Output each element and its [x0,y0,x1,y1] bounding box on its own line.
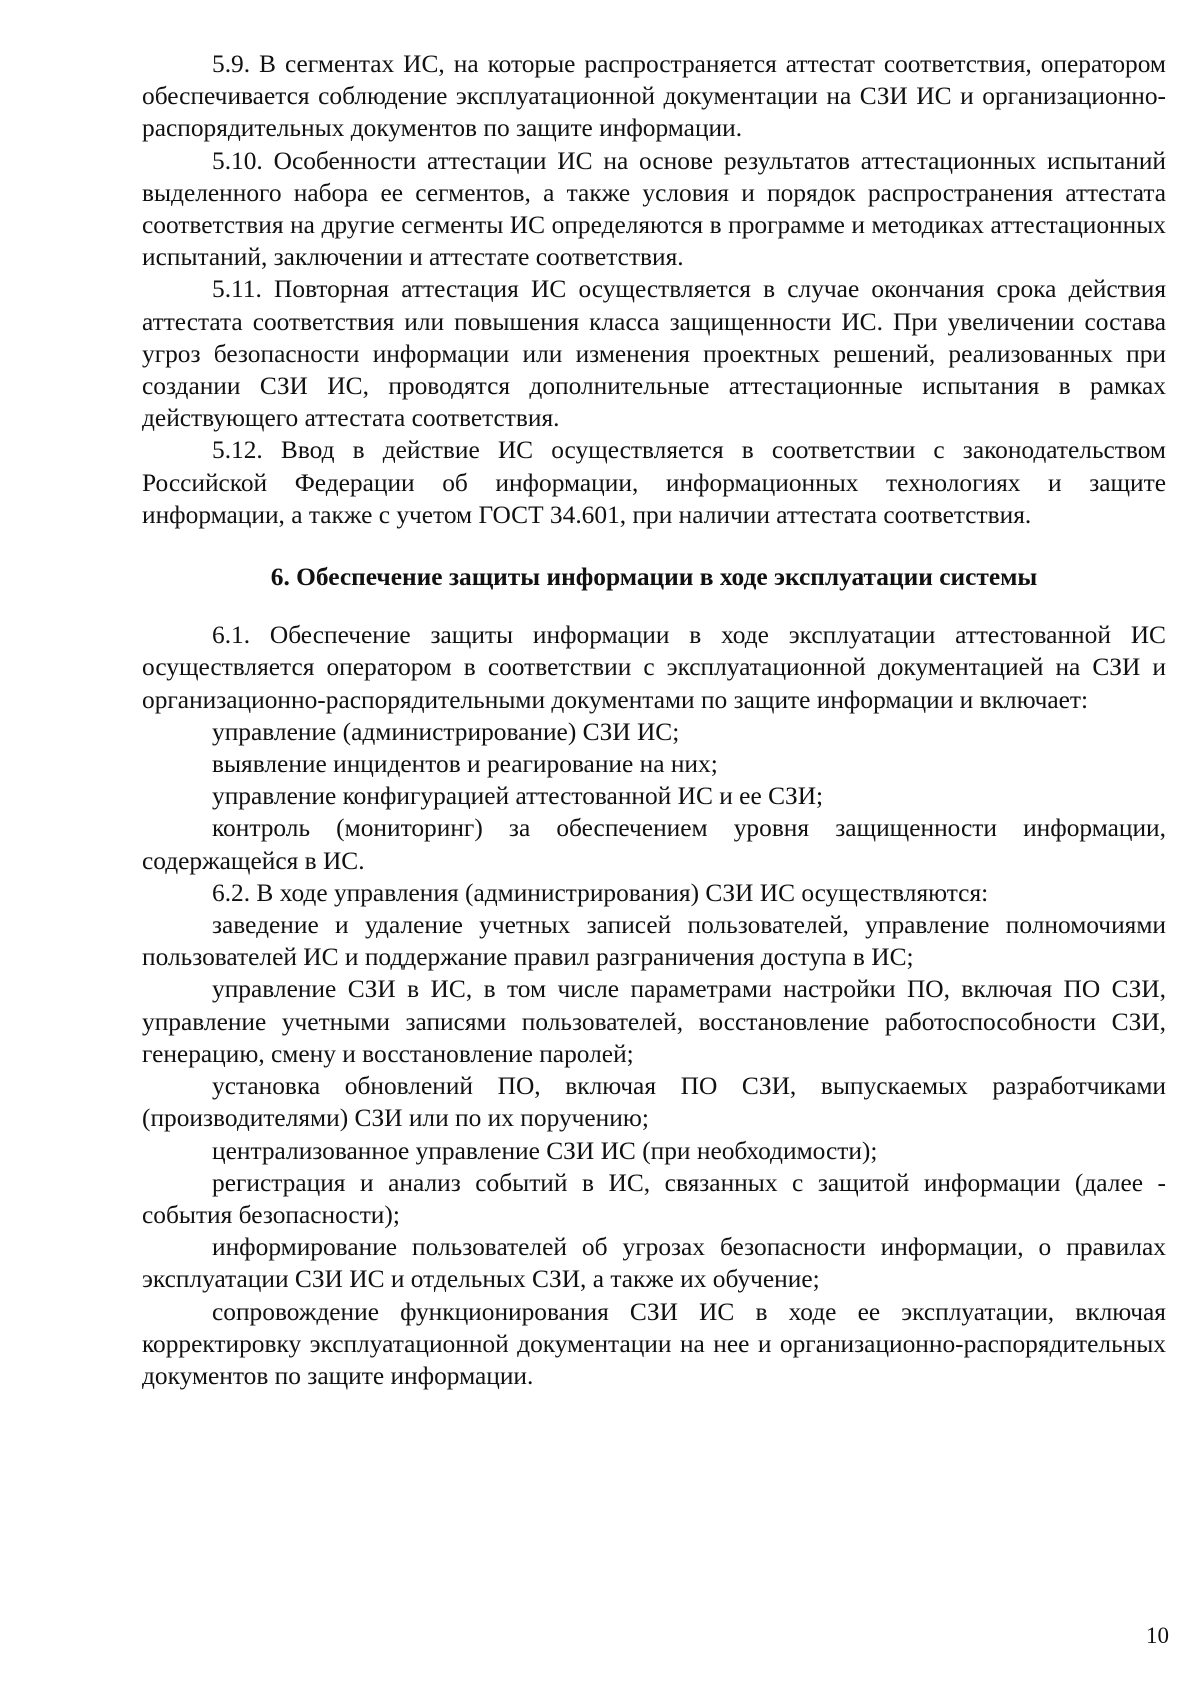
list-item: управление конфигурацией аттестованной ИС и ее СЗИ; [212,782,824,811]
page-number: 10 [1146,1623,1169,1648]
list-item: централизованное управление СЗИ ИС (при необходимости); [212,1136,878,1165]
section-6-heading: 6. Обеспечение защиты информации в ходе эксплуатации системы [270,563,1038,592]
list-item: сопровождение функционирования СЗИ ИС в ходе ее эксплуатации, включая корректировку эксплуатационной документации на нее и организационно-распорядительных документов по защите информации. [142,1297,1166,1390]
list-item: заведение и удаление учетных записей пользователей, управление полномочиями пользователей ИС и поддержание правил разграничения доступа в ИС; [142,911,1166,972]
list-item: информирование пользователей об угрозах безопасности информации, о правилах эксплуатации СЗИ ИС и отдельных СЗИ, а также их обучение; [142,1233,1166,1294]
paragraph-5-9: 5.9. В сегментах ИС, на которые распространяется аттестат соответствия, оператором обеспечивается соблюдение эксплуатационной документации на СЗИ ИС и организационно-распорядительных документов по защите информации. [142,50,1166,143]
paragraph-5-10: 5.10. Особенности аттестации ИС на основе результатов аттестационных испытаний выделенного набора ее сегментов, а также условия и порядок распространения аттестата соответствия на другие сегменты ИС определяются в программе и методиках аттестационных испытаний, заключении и аттестате соответствия. [142,146,1166,272]
list-item: регистрация и анализ событий в ИС, связанных с защитой информации (далее - события безопасности); [142,1168,1166,1229]
list-item: выявление инцидентов и реагирование на них; [212,750,718,779]
paragraph-6-2: 6.2. В ходе управления (администрирования) СЗИ ИС осуществляются: [212,878,989,907]
list-item: контроль (мониторинг) за обеспечением уровня защищенности информации, содержащейся в ИС. [142,814,1166,875]
list-item: установка обновлений ПО, включая ПО СЗИ, выпускаемых разработчиками (производителями) СЗИ или по их поручению; [142,1072,1166,1133]
paragraph-6-1: 6.1. Обеспечение защиты информации в ходе эксплуатации аттестованной ИС осуществляется оператором в соответствии с эксплуатационной документацией на СЗИ и организационно-распорядительными документами по защите информации и включает: [142,621,1166,714]
paragraph-5-11: 5.11. Повторная аттестация ИС осуществляется в случае окончания срока действия аттестата соответствия или повышения класса защищенности ИС. При увеличении состава угроз безопасности информации или изменения проектных решений, реализованных при создании СЗИ ИС, проводятся дополнительные аттестационные испытания в рамках действующего аттестата соответствия. [142,275,1166,433]
document-body [142,48,1166,1392]
list-item: управление СЗИ в ИС, в том числе параметрами настройки ПО, включая ПО СЗИ, управление учетными записями пользователей, восстановление работоспособности СЗИ, генерацию, смену и восстановление паролей; [142,975,1166,1068]
paragraph-5-12: 5.12. Ввод в действие ИС осуществляется в соответствии с законодательством Российской Федерации об информации, информационных технологиях и защите информации, а также с учетом ГОСТ 34.601, при наличии аттестата соответствия. [142,436,1166,529]
document-page [142,0,1166,1698]
list-item: управление (администрирование) СЗИ ИС; [212,717,680,746]
